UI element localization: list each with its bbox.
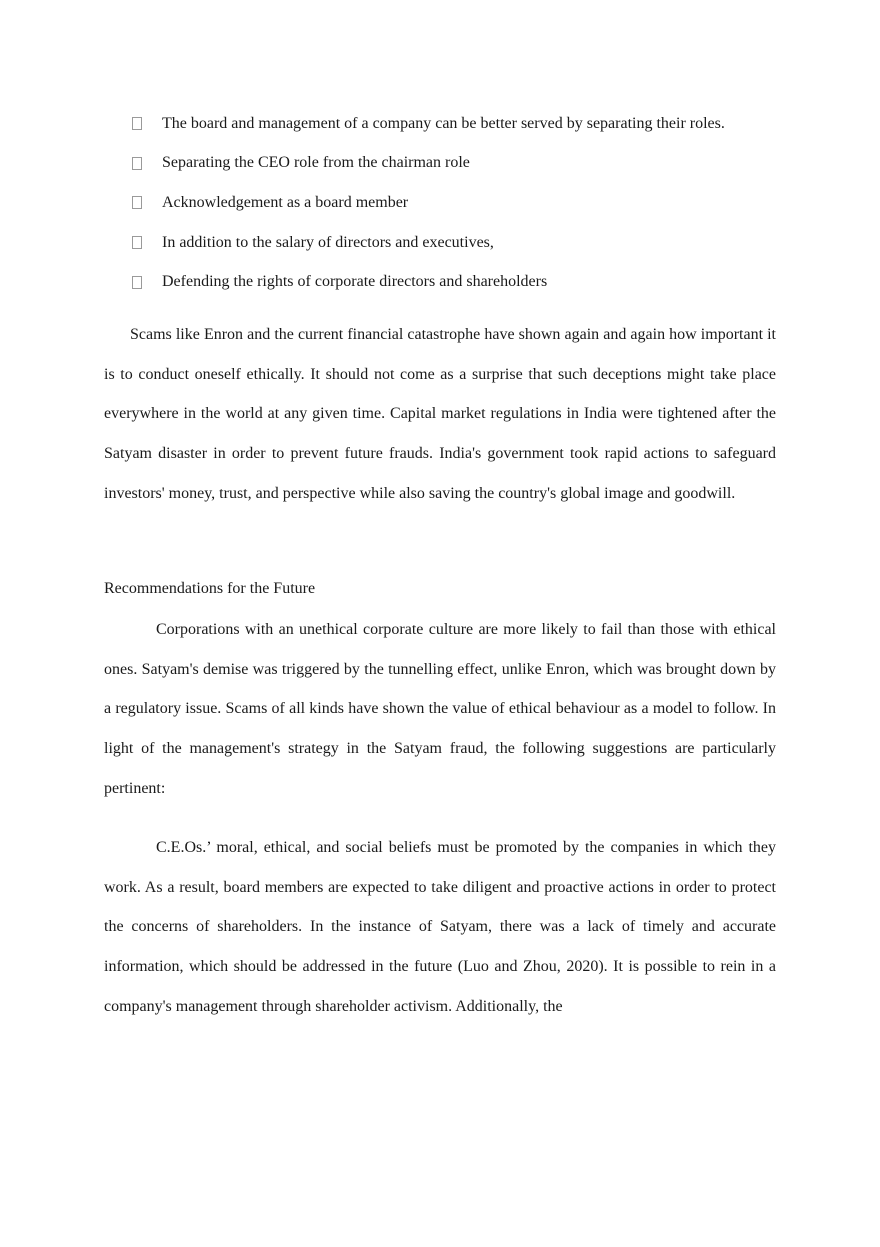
bullet-box-icon (132, 157, 142, 170)
list-item (130, 144, 790, 184)
bullet-list (130, 104, 790, 302)
bullet-text: Acknowledgement as a board member (162, 193, 409, 211)
bullet-text: In addition to the salary of directors and executives, (162, 233, 494, 251)
paragraph-corporate-culture: Corporations with an unethical corporate culture are more likely to fail than those with ethical ones. Satyam's demise was triggered by the tunnelling effect, unlike Enron, which was brought down by a regulatory issue. Scams of all kinds have shown the value of ethical behaviour as a model to follow. In light of the management's strategy in the Satyam fraud, the following suggestions are particularly pertinent: (104, 621, 776, 797)
list-item (130, 104, 790, 144)
bullet-box-icon (132, 117, 142, 130)
section-heading: Recommendations for the Future (104, 580, 316, 597)
paragraph-ceo-beliefs: C.E.Os.’ moral, ethical, and social beliefs must be promoted by the companies in which they work. As a result, board members are expected to take diligent and proactive actions in order to protect the concerns of shareholders. In the instance of Satyam, there was a lack of timely and accurate information, which should be addressed in the future (Luo and Zhou, 2020). It is possible to rein in a company's management through shareholder activism. Additionally, the (104, 839, 776, 1015)
bullet-box-icon (132, 276, 142, 289)
list-item (130, 223, 790, 263)
list-item (130, 262, 790, 302)
list-item (130, 183, 790, 223)
bullet-text: Defending the rights of corporate directors and shareholders (162, 273, 548, 291)
bullet-text: Separating the CEO role from the chairman role (162, 154, 470, 172)
bullet-box-icon (132, 196, 142, 209)
paragraph-ethics: Scams like Enron and the current financial catastrophe have shown again and again how important it is to conduct oneself ethically. It should not come as a surprise that such deceptions might take place everywhere in the world at any given time. Capital market regulations in India were tightened after the Satyam disaster in order to prevent future frauds. India's government took rapid actions to safeguard investors' money, trust, and perspective while also saving the country's global image and goodwill. (104, 326, 776, 502)
bullet-text: The board and management of a company can be better served by separating their roles. (162, 114, 725, 132)
bullet-box-icon (132, 236, 142, 249)
